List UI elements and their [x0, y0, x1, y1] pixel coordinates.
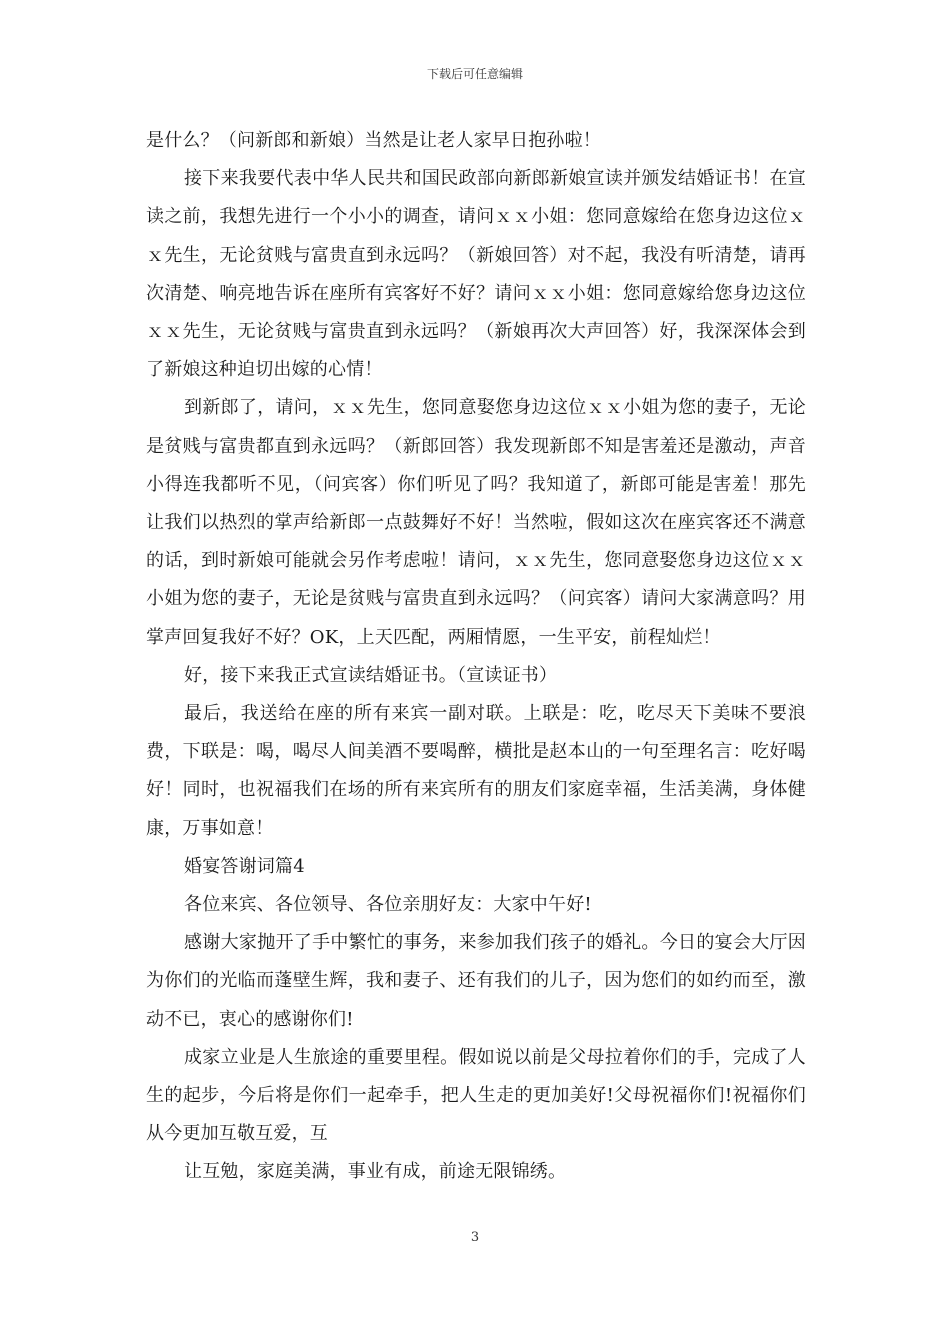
paragraph-1: 是什么？（问新郎和新娘）当然是让老人家早日抱孙啦！ [146, 130, 601, 151]
paragraph-8: 成家立业是人生旅途的重要里程。假如说以前是父母拉着你们的手，完成了人生的起步，今后将是你们一起牵手，把人生走的更加美好!父母祝福你们!祝福你们从今更加互敬互爱，互 [146, 1046, 806, 1145]
paragraph-2: 接下来我要代表中华人民共和国民政部向新郎新娘宣读并颁发结婚证书！在宣读之前，我想先进行一个小小的调查，请问ｘｘ小姐：您同意嫁给在您身边这位ｘｘ先生，无论贫贱与富贵直到永远吗？（新娘回答）对不起，我没有听清楚，请再次清楚、响亮地告诉在座所有宾客好不好？请问ｘｘ小姐：您同意嫁给您身边这位ｘｘ先生，无论贫贱与富贵直到永远吗？（新娘再次大声回答）好，我深深体会到了新娘这种迫切出嫁的心情！ [146, 168, 806, 381]
paragraph-3: 到新郎了，请问，ｘｘ先生，您同意娶您身边这位ｘｘ小姐为您的妻子，无论是贫贱与富贵都直到永远吗？（新郎回答）我发现新郎不知是害羞还是激动，声音小得连我都听不见，（问宾客）你们听见了吗？我知道了，新郎可能是害羞！那先让我们以热烈的掌声给新郎一点鼓舞好不好！当然啦，假如这次在座宾客还不满意的话，到时新娘可能就会另作考虑啦！请问，ｘｘ先生，您同意娶您身边这位ｘｘ小姐为您的妻子，无论是贫贱与富贵直到永远吗？（问宾客）请问大家满意吗？用掌声回复我好不好？OK，上天匹配，两厢情愿，一生平安，前程灿烂！ [146, 397, 806, 648]
document-body [146, 122, 806, 1192]
page-header: 下载后可任意编辑 [426, 67, 523, 81]
paragraph-5: 最后，我送给在座的所有来宾一副对联。上联是：吃，吃尽天下美味不要浪费，下联是：喝，喝尽人间美酒不要喝醉，横批是赵本山的一句至理名言：吃好喝好！同时，也祝福我们在场的所有来宾所有的朋友们家庭幸福，生活美满，身体健康，万事如意！ [146, 703, 806, 839]
paragraph-greeting: 各位来宾、各位领导、各位亲朋好友：大家中午好! [184, 894, 592, 916]
paragraph-9: 让互勉，家庭美满，事业有成，前途无限锦绣。 [184, 1161, 567, 1183]
page-number: 3 [470, 1230, 480, 1245]
section-heading: 婚宴答谢词篇4 [184, 855, 305, 877]
paragraph-7: 感谢大家抛开了手中繁忙的事务，来参加我们孩子的婚礼。今日的宴会大厅因为你们的光临而蓬壁生辉，我和妻子、还有我们的儿子，因为您们的如约而至，激动不已，衷心的感谢你们! [146, 932, 806, 1030]
paragraph-4: 好，接下来我正式宣读结婚证书。（宣读证书） [184, 664, 558, 686]
